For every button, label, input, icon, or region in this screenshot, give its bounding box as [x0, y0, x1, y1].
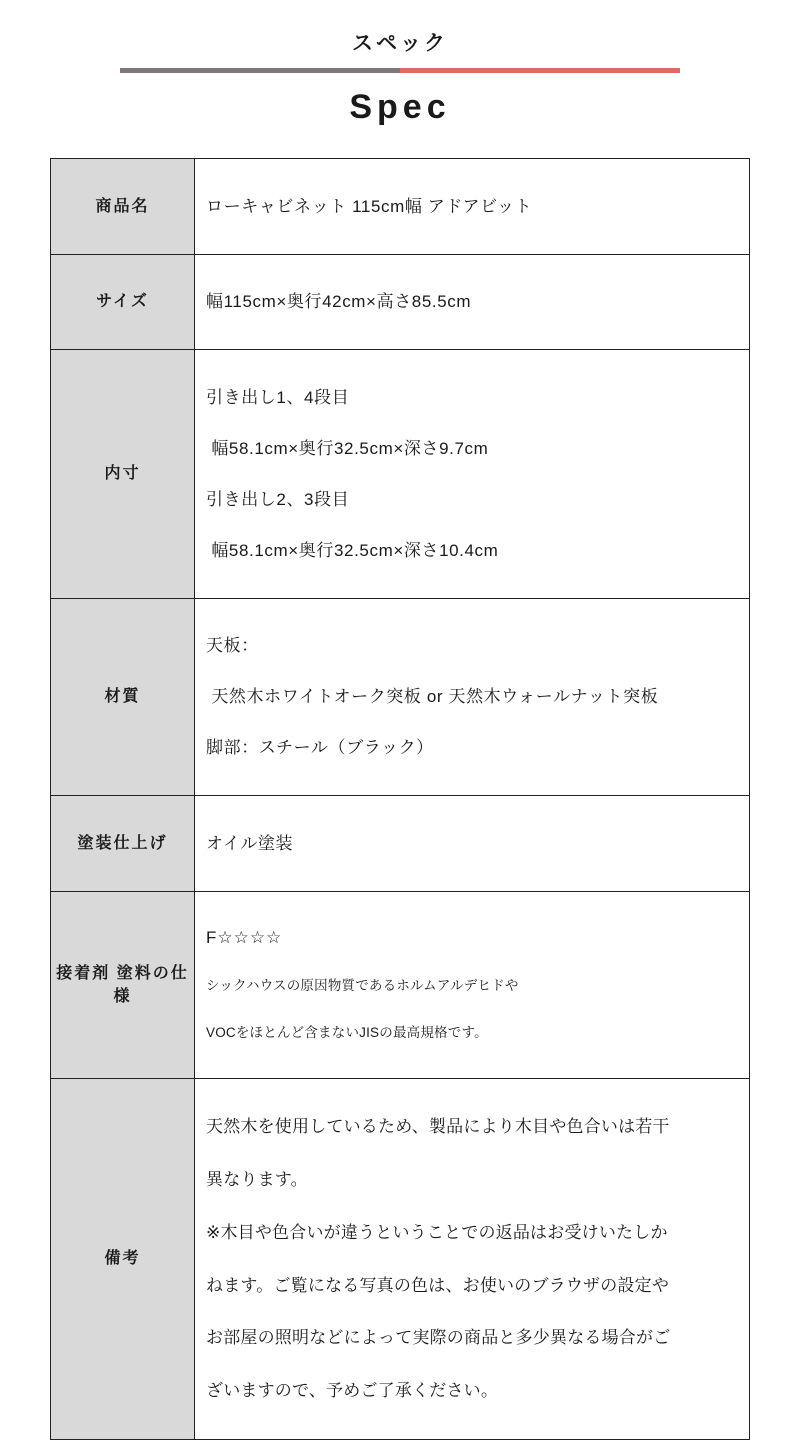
page-title-en: Spec: [349, 88, 451, 127]
table-row: [51, 159, 750, 255]
table-row: [51, 350, 750, 599]
spec-value-material: [195, 598, 750, 796]
spec-note-line: シックハウスの原因物質であるホルムアルデヒドや: [206, 978, 519, 994]
spec-line: オイル塗装: [206, 833, 294, 853]
spec-note-line: VOCをほとんど含まないJISの最高規格です。: [206, 1024, 488, 1040]
spec-line: ※木目や色合いが違うということでの返品はお受けいたしか: [206, 1222, 668, 1242]
spec-line: ローキャビネット 115cm幅 アドアビット: [206, 196, 533, 216]
spec-line: 引き出し2、3段目: [206, 489, 350, 509]
spec-line: ねます。ご覧になる写真の色は、お使いのブラウザの設定や: [206, 1275, 670, 1295]
spec-line: 異なります。: [206, 1170, 308, 1190]
spec-value-remarks: [195, 1078, 750, 1439]
spec-line: 脚部：スチール（ブラック）: [206, 738, 434, 757]
spec-value-finish: [195, 796, 750, 892]
spec-value-size: [195, 254, 750, 350]
spec-label-remarks: 備考: [51, 1078, 195, 1439]
header-divider: [120, 68, 680, 73]
spec-value-product-name: [195, 159, 750, 255]
spec-table-body: [51, 159, 750, 1440]
spec-line: 天板：: [206, 636, 259, 655]
spec-line: 引き出し1、4段目: [206, 387, 350, 407]
spec-label-inner-size: 内寸: [51, 350, 195, 599]
spec-label-product-name: 商品名: [51, 159, 195, 255]
header-divider-right: [400, 68, 680, 73]
spec-label-material: 材質: [51, 598, 195, 796]
spec-line: 幅58.1cm×奥行32.5cm×深さ10.4cm: [206, 540, 499, 560]
spec-line: お部屋の照明などによって実際の商品と多少異なる場合がご: [206, 1328, 671, 1348]
spec-table: [50, 158, 750, 1440]
spec-value-adhesive: [195, 891, 750, 1078]
spec-table-wrap: [50, 158, 750, 1440]
spec-label-adhesive: 接着剤 塗料の仕様: [51, 891, 195, 1078]
spec-label-finish: 塗装仕上げ: [51, 796, 195, 892]
table-row: [51, 891, 750, 1078]
table-row: [51, 254, 750, 350]
page-header: [0, 0, 800, 127]
table-row: [51, 1078, 750, 1439]
spec-value-inner-size: [195, 350, 750, 599]
formaldehyde-rating: F☆☆☆☆: [206, 928, 283, 947]
spec-line: 幅58.1cm×奥行32.5cm×深さ9.7cm: [206, 438, 489, 458]
spec-line: 幅115cm×奥行42cm×高さ85.5cm: [206, 292, 472, 311]
header-divider-left: [120, 68, 400, 73]
page-title-ja: スペック: [352, 32, 448, 55]
spec-line: 天然木ホワイトオーク突板 or 天然木ウォールナット突板: [206, 687, 659, 706]
spec-label-size: サイズ: [51, 254, 195, 350]
table-row: [51, 796, 750, 892]
spec-line: ざいますので、予めご了承ください。: [206, 1380, 499, 1400]
spec-line: 天然木を使用しているため、製品により木目や色合いは若干: [206, 1117, 670, 1137]
table-row: [51, 598, 750, 796]
